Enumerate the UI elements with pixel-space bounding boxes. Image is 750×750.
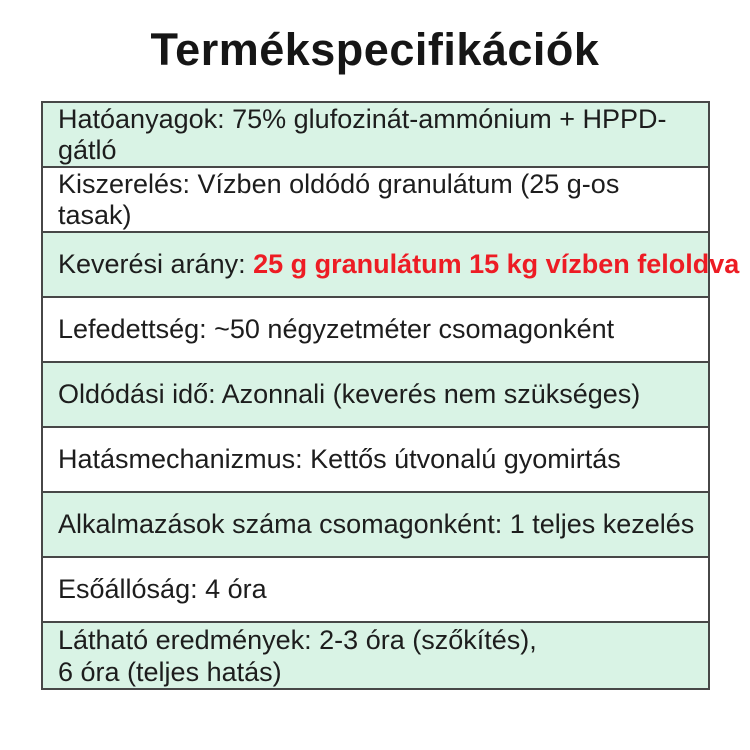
spec-row-text-line1: Látható eredmények: 2-3 óra (szőkítés), bbox=[58, 624, 537, 655]
spec-row-applications-per-pack bbox=[43, 493, 708, 558]
spec-row-coverage bbox=[43, 298, 708, 363]
spec-row-text: Hatóanyagok: 75% glufozinát-ammónium + HPPD-gátló bbox=[58, 103, 667, 165]
spec-row-text: Oldódási idő: Azonnali (keverés nem szükséges) bbox=[58, 379, 641, 409]
spec-row-mode-of-action bbox=[43, 428, 708, 493]
spec-row-text: Lefedettség: ~50 négyzetméter csomagonként bbox=[58, 314, 615, 344]
spec-row-active-ingredients bbox=[43, 103, 708, 168]
spec-row-mixing-ratio bbox=[43, 233, 740, 298]
spec-row-text: Alkalmazások száma csomagonként: 1 teljes kezelés bbox=[58, 509, 695, 539]
spec-row-label: Keverési arány: bbox=[58, 249, 254, 279]
spec-row-dissolution-time bbox=[43, 363, 708, 428]
spec-row-text-line2: 6 óra (teljes hatás) bbox=[58, 656, 282, 687]
spec-row-text: Hatásmechanizmus: Kettős útvonalú gyomirtás bbox=[58, 444, 621, 474]
mixing-ratio-emphasis: 25 g granulátum 15 kg vízben feloldva bbox=[253, 249, 740, 279]
page-title: Termékspecifikációk bbox=[150, 24, 600, 75]
spec-table bbox=[41, 101, 740, 690]
spec-row-rainfastness bbox=[43, 558, 708, 623]
spec-row-text: Esőállóság: 4 óra bbox=[58, 574, 267, 604]
spec-row-text: Kiszerelés: Vízben oldódó granulátum (25 g-os tasak) bbox=[58, 168, 620, 230]
spec-row-visible-results bbox=[43, 623, 708, 688]
spec-row-packaging bbox=[43, 168, 708, 233]
